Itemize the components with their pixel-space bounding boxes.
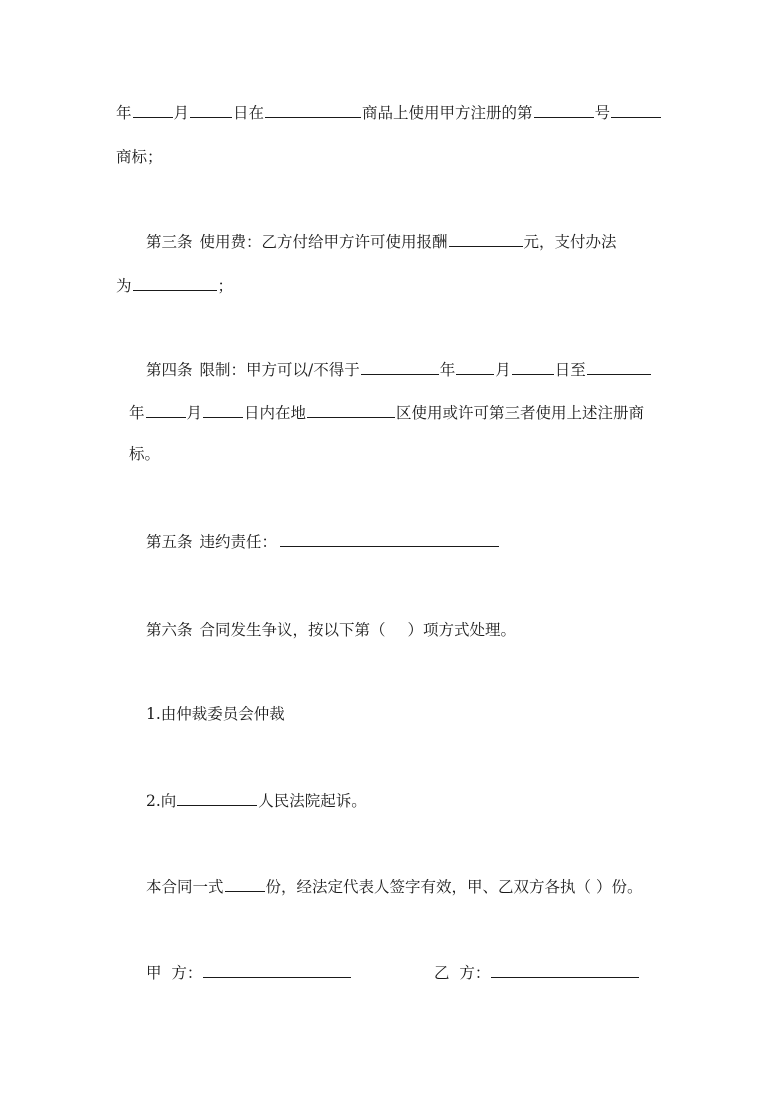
article3-line1 xyxy=(146,229,617,251)
article4-biao: 标。 xyxy=(129,445,161,463)
article4-line2 xyxy=(129,400,644,422)
article5-heading: 第五条 xyxy=(146,533,193,551)
signature-party-b xyxy=(434,960,640,982)
article4-nian: 年 xyxy=(439,361,456,379)
party-b-signature-blank[interactable] xyxy=(491,960,639,978)
article6-heading: 第六条 xyxy=(146,621,193,639)
blank-copies[interactable] xyxy=(225,874,265,892)
text-yue: 月 xyxy=(173,104,190,122)
article2-mark-line xyxy=(116,146,163,168)
article6-text2: ）项方式处理。 xyxy=(407,621,517,639)
article4-line3 xyxy=(129,443,160,465)
text-hao: 号 xyxy=(594,104,611,122)
article6-line xyxy=(146,619,516,641)
article3-yuan: 元，支付办法 xyxy=(523,233,617,251)
article4-qu: 区使用或许可第三者使用上述注册商 xyxy=(396,404,645,422)
article4-heading: 第四条 xyxy=(146,361,193,379)
article6-option1 xyxy=(146,703,285,725)
article3-wei: 为 xyxy=(116,277,132,295)
article4-yue: 月 xyxy=(495,361,511,379)
option2-post: 人民法院起诉。 xyxy=(258,792,367,810)
blank-payment-method[interactable] xyxy=(133,273,217,291)
text-mark: 商标； xyxy=(116,148,163,166)
option2-pre: 2.向 xyxy=(146,792,177,810)
article3-heading: 第三条 xyxy=(146,233,193,251)
blank-start-month[interactable] xyxy=(456,357,494,375)
closing-line xyxy=(146,874,642,896)
article4-line1 xyxy=(146,357,652,379)
article3-text1: 使用费：乙方付给甲方许可使用报酬 xyxy=(199,233,448,251)
blank-liability[interactable] xyxy=(280,529,499,547)
text-ri-zai: 日在 xyxy=(233,104,265,122)
option1-text: 1.由仲裁委员会仲裁 xyxy=(146,705,285,723)
blank-end-day[interactable] xyxy=(203,400,243,418)
closing-pre: 本合同一式 xyxy=(146,878,224,896)
article4-nian2: 年 xyxy=(129,404,145,422)
signature-party-a xyxy=(146,960,352,982)
party-a-label: 甲 方： xyxy=(146,964,203,982)
article6-option2 xyxy=(146,788,367,810)
article4-ri-nei: 日内在地 xyxy=(244,404,307,422)
article5-line xyxy=(146,529,500,551)
blank-region[interactable] xyxy=(307,400,395,418)
blank-end-month[interactable] xyxy=(146,400,186,418)
article4-yue2: 月 xyxy=(186,404,203,422)
blank-fee[interactable] xyxy=(449,229,523,247)
text-goods: 商品上使用甲方注册的第 xyxy=(362,104,533,122)
article4-ri-zhi: 日至 xyxy=(554,361,586,379)
article3-line2 xyxy=(116,273,233,295)
article2-date-line xyxy=(116,100,662,122)
article4-text1: 限制：甲方可以/不得于 xyxy=(199,361,360,379)
blank-after-hao[interactable] xyxy=(611,100,661,118)
blank-year[interactable] xyxy=(133,100,173,118)
closing-post: 份，经法定代表人签字有效，甲、乙双方各执（ ）份。 xyxy=(265,878,643,896)
blank-start-year[interactable] xyxy=(361,357,439,375)
article3-end: ； xyxy=(217,277,234,295)
text-nian: 年 xyxy=(116,104,132,122)
blank-goods[interactable] xyxy=(265,100,361,118)
party-b-label: 乙 方： xyxy=(434,964,491,982)
blank-court[interactable] xyxy=(177,788,257,806)
blank-end-year-lead[interactable] xyxy=(587,357,651,375)
party-a-signature-blank[interactable] xyxy=(203,960,351,978)
article5-text1: 违约责任： xyxy=(199,533,278,551)
blank-month[interactable] xyxy=(190,100,232,118)
blank-start-day[interactable] xyxy=(512,357,554,375)
article6-text1: 合同发生争议，按以下第（ xyxy=(199,621,386,639)
blank-reg-number[interactable] xyxy=(534,100,594,118)
